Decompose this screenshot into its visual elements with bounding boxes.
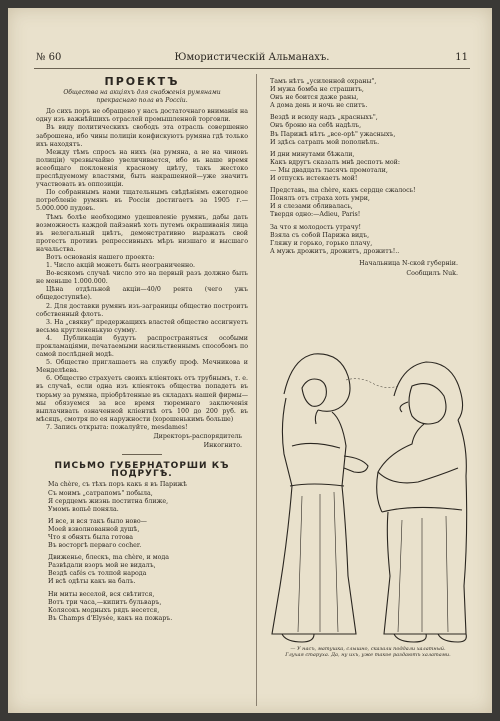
article-paragraph: Между тѣмъ спросъ на нихъ (на румяна, а не на чиновъ полиціи) чрезвычайно увеличивается, ибо въ наше время всеобщаго поклоненія красному цвѣту, такъ жестоко преслѣдуемому властями, быть накрашенной—уже значитъ участвовать въ оппозиціи. <box>36 148 248 189</box>
poem-line: Колясокъ модныхъ рядъ несется, <box>48 606 160 614</box>
article-paragraph: Цѣна отдѣльной акціи—40/0 рента (чего ужъ общедоступнѣе). <box>36 286 248 302</box>
poem-line: А дома день и ночь не спитъ. <box>270 102 368 110</box>
poem-line: Что я обнять была готова <box>48 533 134 541</box>
poem-line: И мужа бомба не страшитъ, <box>270 86 364 94</box>
poem-line: Движенье, блескъ, ma chère, и мода <box>48 554 170 562</box>
poem-stanza <box>270 224 466 256</box>
poem-stanza <box>270 187 466 219</box>
poem-line: Я сердцемъ жизнь поститна ближе, <box>48 497 169 505</box>
poem-line: Какъ вдругъ сказалъ мнѣ деспотъ мой: <box>270 158 400 166</box>
article-paragraph: 5. Общество приглашаетъ на службу проф. Мечникова и Менделѣева. <box>36 359 248 375</box>
poem-stanza <box>48 518 248 550</box>
article-paragraph: 3. На „свякву" предержащихъ властей общество ассигнуетъ весьма круглененькую сумму. <box>36 318 248 334</box>
almanac-title: Юмористическій Альманахъ. <box>174 52 330 63</box>
poem-line: Твердя одно:—Adieu, Paris! <box>270 211 361 219</box>
poem-stanza <box>48 554 248 586</box>
poem-line: И все, и вся такъ было ново— <box>48 517 147 525</box>
signature-line: Инкогнито. <box>203 442 242 450</box>
poem-line: Съ моимъ „сатрапомъ" побыла, <box>48 489 153 497</box>
article-paragraph: Во-всякомъ случаѣ число это на первый разъ должно быть не меньше 1.000.000. <box>36 270 248 286</box>
poem-line: Развѣдали взоръ мой не видалъ, <box>48 562 156 570</box>
article-paragraph: 4. Публикаціи будутъ распространяться особыми прокламаціями, печатаемыми насильственнымъ способомъ по самой послѣдней модѣ. <box>36 334 248 359</box>
poem-line: Онъ не боится даже раны, <box>270 94 359 102</box>
poem-line: Ma chère, съ тѣхъ поръ какъ я въ Парижѣ <box>48 481 187 489</box>
poem-line: Понялъ отъ страха хоть умри, <box>270 195 370 203</box>
poem-stanza <box>270 151 466 183</box>
poem-line: Тамъ нѣтъ „усиленной охраны", <box>270 78 377 85</box>
article-paragraph: Тѣмъ болѣе необходимо удешевленіе румянъ, дабы дать возможность каждой пайзаннѣ хоть путемъ окрашиванія лица въ нелегальный цвѣтъ, демонстративно выражать свой протестъ противъ репрессивныхъ мѣръ низшаго и высшаго начальства. <box>36 213 248 253</box>
caption-line: Глухая старуха. Да, ну ихъ, уже такое раздаютъ халатами. <box>285 652 451 659</box>
poem-line: Ни миты веселой, вся свѣтится, <box>48 590 155 598</box>
poem-line: Представь, ma chère, какъ сердце сжалось! <box>270 187 416 195</box>
article-paragraph: 2. Для доставки румянъ изъ-заграницы общество построитъ собственный флотъ. <box>36 302 248 318</box>
article-subtitle: Общества на акціяхъ для снабженія румянами прекраснаго пола въ Россіи. <box>63 89 221 104</box>
poem-signature <box>266 260 466 278</box>
signature-line: Сообщилъ Nuk. <box>406 269 458 277</box>
article-paragraph: По собраннымъ нами тщательнымъ свѣдѣніямъ ежегодное потребленіе румянъ въ Россіи достигаетъ за 1905 г.—5.000.000 пудовъ. <box>36 189 248 213</box>
article-paragraph: Вотъ основанія нашего проекта: <box>46 253 155 261</box>
poem-line: Вездѣ cafés съ толпой народа <box>48 570 147 578</box>
poem-line: И отпускъ истекаетъ мой! <box>270 175 358 183</box>
poem-line: Взяла съ собой Парижа видъ, <box>270 231 370 239</box>
right-column <box>266 78 466 278</box>
page <box>8 8 492 713</box>
article-paragraph: До сихъ поръ не обращено у насъ достаточнаго вниманія на одну изъ важнѣйшихъ отраслей промышленной торговли. <box>36 108 248 124</box>
caricature-illustration <box>262 336 474 644</box>
illustration-caption <box>262 646 474 659</box>
article-paragraph: 1. Число акцій можетъ быть неограниченно. <box>46 262 196 270</box>
poem-line: Онъ броню на себѣ надѣлъ, <box>270 122 362 130</box>
article-title: ПРОЕКТЪ <box>104 75 180 88</box>
poem-line: И всѣ одѣты какъ на балъ. <box>48 578 136 586</box>
poem-line: За что я молодость утрачу! <box>270 223 362 231</box>
column-divider <box>256 74 257 706</box>
poem-line: Гляжу и горько, горько плачу, <box>270 239 373 247</box>
poem-line: Умомъ вопьё поняла. <box>48 505 119 513</box>
page-number: 11 <box>455 52 468 63</box>
caption-line: — У насъ, матушка, слышно, сказали поддали халатный. <box>290 646 446 652</box>
poem-line: Въ Champs d'Elysée, какъ на пожаръ. <box>48 614 173 622</box>
article-paragraph: 6. Общество страхуетъ своихъ кліентокъ отъ трубнымъ, т. е. въ случаѣ, если одна изъ кліентокъ общества попадетъ въ тюрьму за румяна, пріобрѣтенные въ складахъ нашей фирмы—мы обязуемся за все время тюремнаго заключенія выплачивать означенной кліенткѣ отъ 100 до 200 руб. въ мѣсяцъ, смотря по ея наружности (хорошенькимъ больше) <box>36 375 248 423</box>
poem-body <box>48 481 248 623</box>
poem-line: Вотъ три часа,—кипитъ бульваръ, <box>48 598 162 606</box>
section-divider <box>122 454 162 455</box>
article-body <box>36 108 248 432</box>
header-rule <box>34 68 470 69</box>
poem-stanza <box>48 481 248 513</box>
signature-line: Директоръ-распорядитель <box>153 433 242 441</box>
poem-stanza <box>270 114 466 146</box>
poem-title: ПИСЬМО ГУБЕРНАТОРШИ КЪ ПОДРУГѢ. <box>54 461 230 480</box>
poem-stanza <box>270 78 466 110</box>
poem-line: Въ восторгѣ перваго cocher. <box>48 542 142 550</box>
poem-line: И здѣсь сатрапъ мой пополнѣлъ. <box>270 138 380 146</box>
signature-line: Начальница N-ской губерніи. <box>359 259 458 267</box>
issue-number: № 60 <box>36 52 62 63</box>
poem-line: Моей взволнованной душѣ, <box>48 525 140 533</box>
poem-line: И дни минутами бѣжали, <box>270 150 355 158</box>
poem-line: А мужъ дрожитъ, дрожитъ, дрожитъ!.. <box>270 247 400 255</box>
poem-line: — Мы двадцать тысячъ промотали, <box>270 166 388 174</box>
left-column <box>36 75 248 627</box>
poem-line: Вездѣ и всюду надъ „красныхъ", <box>270 114 378 122</box>
poem-continuation <box>266 78 466 256</box>
page-header <box>36 52 468 68</box>
article-paragraph: 7. Запись открыта: пожалуйте, mesdames! <box>46 423 188 431</box>
poem-line: И я слезами обливалась, <box>270 203 353 211</box>
poem-stanza <box>48 591 248 623</box>
poem-line: Въ Парижѣ нѣтъ „все-орѣ" ужасныхъ, <box>270 130 396 138</box>
article-signature <box>36 433 248 450</box>
article-paragraph: Въ виду политическихъ свободъ эта отрасль совершенно заброшена, ибо чины полиціи конфискуютъ румяна гдѣ только ихъ находятъ. <box>36 124 248 148</box>
